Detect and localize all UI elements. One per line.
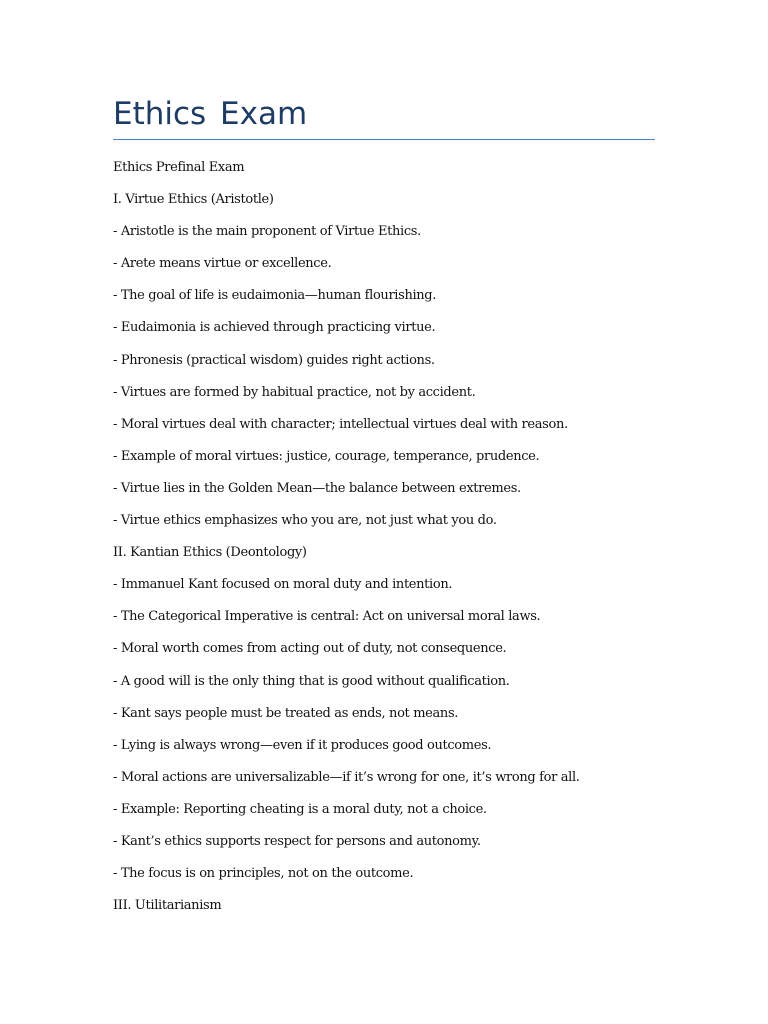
body-line: - Moral actions are universalizable—if it’s wrong for one, it’s wrong for all. [113,769,580,785]
body-line: - Example of moral virtues: justice, courage, temperance, prudence. [113,448,540,464]
section-heading: III. Utilitarianism [113,898,222,914]
body-line: - A good will is the only thing that is good without qualification. [113,673,510,689]
body-line: - Virtues are formed by habitual practice, not by accident. [113,384,476,400]
body-line: - Kant’s ethics supports respect for persons and autonomy. [113,833,481,849]
section-heading: II. Kantian Ethics (Deontology) [113,545,307,561]
body-line: - Arete means virtue or excellence. [113,256,332,272]
body-line: - Moral virtues deal with character; intellectual virtues deal with reason. [113,416,568,432]
body-line: - Aristotle is the main proponent of Virtue Ethics. [113,224,421,240]
document-title: Ethics Exam [113,96,308,132]
body-line: - Moral worth comes from acting out of duty, not consequence. [113,641,507,657]
body-line: - Immanuel Kant focused on moral duty and intention. [113,577,453,593]
body-line: - The Categorical Imperative is central: Act on universal moral laws. [113,609,541,625]
body-line: - Phronesis (practical wisdom) guides right actions. [113,352,435,368]
document-body [113,158,580,928]
body-line: - The goal of life is eudaimonia—human flourishing. [113,288,437,304]
body-line: - Virtue ethics emphasizes who you are, not just what you do. [113,513,497,529]
body-line: Ethics Prefinal Exam [113,160,245,175]
body-line: - Example: Reporting cheating is a moral duty, not a choice. [113,801,487,817]
body-line: - Lying is always wrong—even if it produces good outcomes. [113,737,492,753]
body-line: - Eudaimonia is achieved through practicing virtue. [113,320,436,336]
body-line: - Virtue lies in the Golden Mean—the balance between extremes. [113,480,521,496]
title-divider [113,139,655,140]
section-heading: I. Virtue Ethics (Aristotle) [113,192,274,208]
body-line: - The focus is on principles, not on the outcome. [113,866,414,882]
body-line: - Kant says people must be treated as ends, not means. [113,705,459,721]
